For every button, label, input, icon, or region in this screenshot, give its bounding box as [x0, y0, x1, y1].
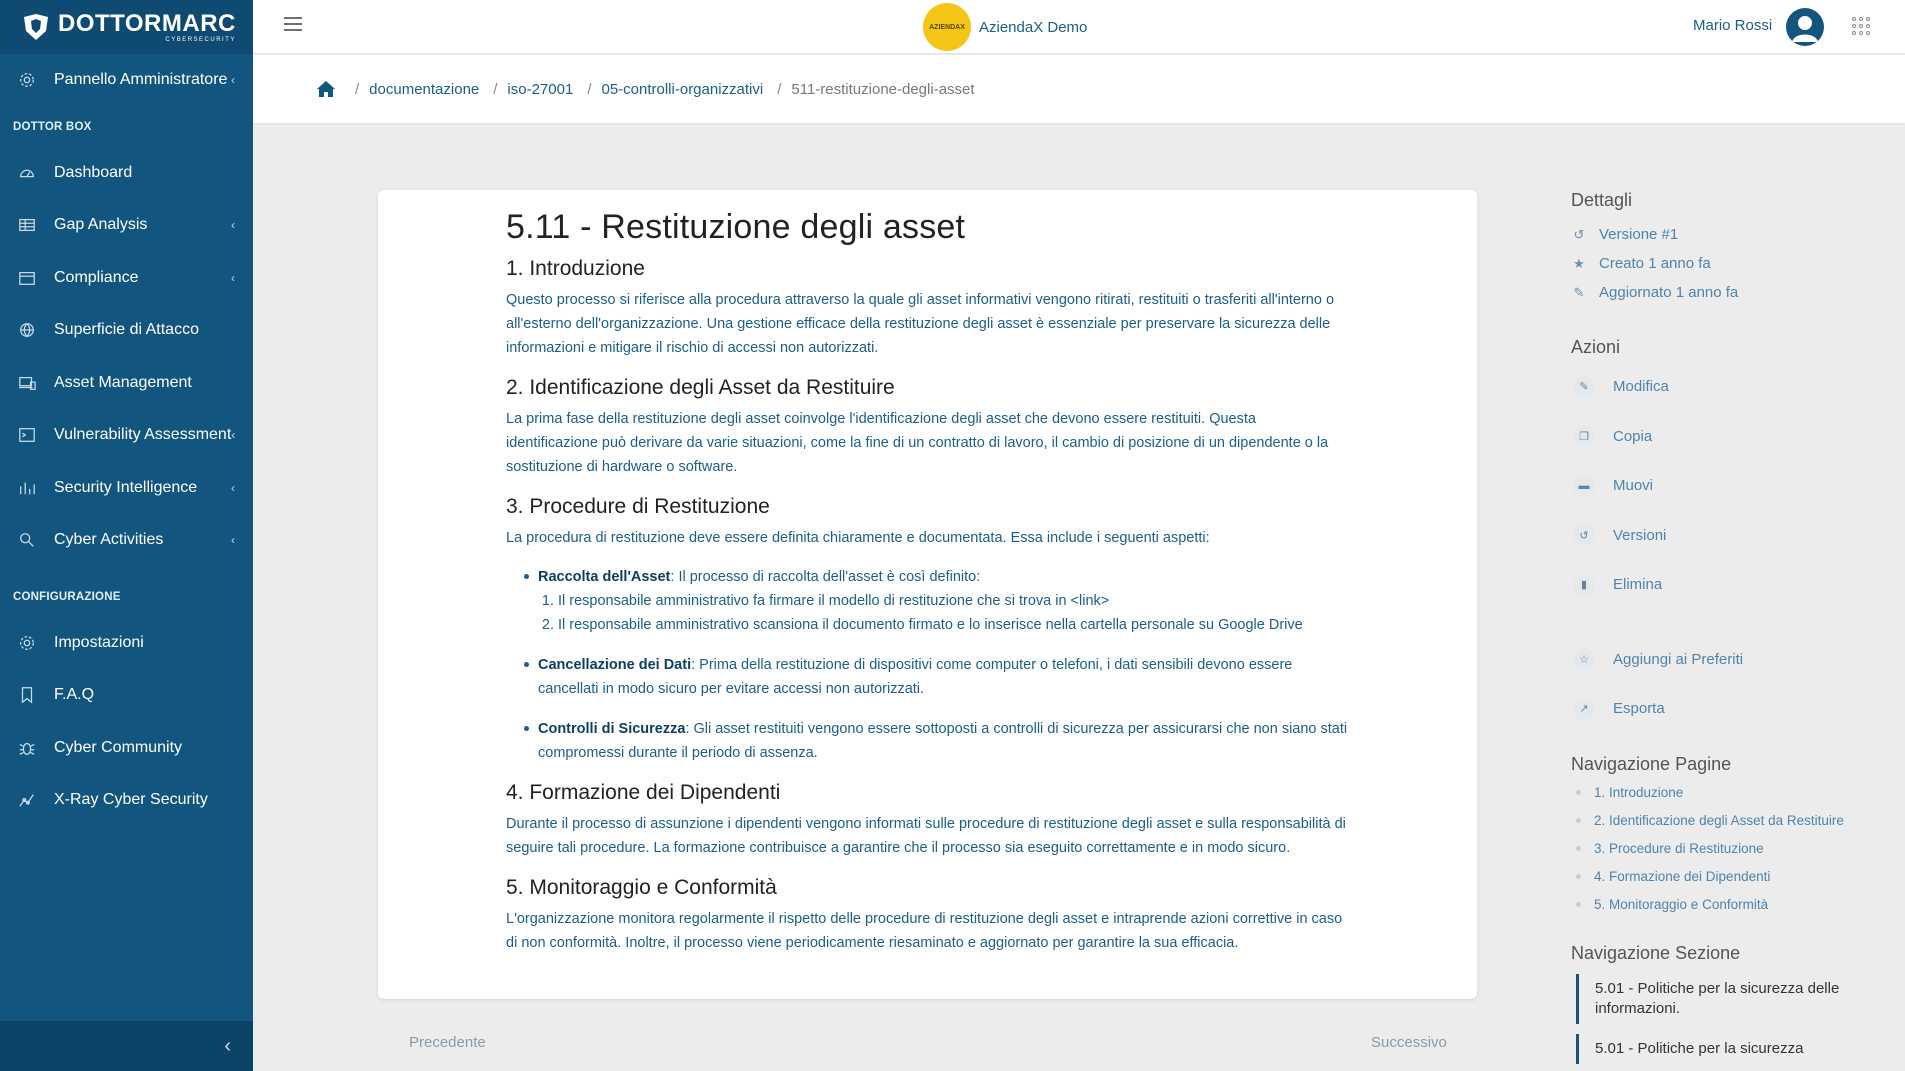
gear-icon — [17, 633, 37, 653]
chevron-left-icon: ‹ — [224, 1034, 231, 1057]
toc-item-introduzione[interactable] — [1576, 779, 1891, 807]
sidebar-item-attack-surface[interactable] — [0, 304, 253, 357]
sidebar-item-security-intelligence[interactable] — [0, 462, 253, 515]
bullet-icon — [1576, 874, 1581, 879]
section-text: La procedura di restituzione deve essere definita chiaramente e documentata. Essa include i seguenti aspetti: — [506, 530, 1210, 546]
export-button[interactable] — [1571, 684, 1891, 734]
move-button[interactable] — [1571, 461, 1891, 511]
procedure-list — [506, 565, 1349, 765]
bullet-icon — [1576, 818, 1581, 823]
history-icon: ↺ — [1573, 226, 1585, 242]
folder-icon: ▬ — [1573, 475, 1595, 497]
brand-sub: CYBERSECURITY — [165, 36, 236, 43]
list-item-text: : Prima della restituzione di dispositivi come computer o telefoni, i dati sensibili devono essere cancellati in modo sicuro per evitare accessi non autorizzati. — [538, 657, 1293, 697]
chart-line-icon — [17, 790, 37, 810]
toc-item-label: 2. Identificazione degli Asset da Restituire — [1594, 813, 1844, 828]
toc-item-label: 5. Monitoraggio e Conformità — [1594, 897, 1769, 912]
toc-item-label: 1. Introduzione — [1594, 785, 1684, 800]
sidebar-item-label: Cyber Activities — [54, 531, 164, 549]
sidebar-item-label: Asset Management — [54, 373, 192, 391]
detail-version — [1571, 220, 1891, 249]
step-item: 1. Il responsabile amministrativo fa firmare il modello di restituzione che si trova in <link> — [558, 589, 1349, 613]
steps-list — [538, 589, 1349, 637]
sidebar — [0, 0, 253, 1071]
favorite-button[interactable] — [1571, 635, 1891, 685]
topbar — [253, 0, 1905, 54]
toc-item-formazione[interactable] — [1576, 863, 1891, 891]
bullet-icon — [1576, 790, 1581, 795]
sidebar-item-label: Cyber Community — [54, 738, 183, 756]
bookmark-icon — [17, 685, 37, 705]
toc-item-label: 4. Formazione dei Dipendenti — [1594, 869, 1771, 884]
page-nav-title: Navigazione Pagine — [1571, 753, 1732, 774]
detail-created-text: Creato 1 anno fa — [1599, 255, 1711, 272]
article-card — [378, 190, 1477, 999]
sidebar-item-settings[interactable] — [0, 617, 253, 670]
breadcrumb-separator: / — [777, 80, 782, 98]
company-name: AziendaX Demo — [979, 18, 1088, 36]
breadcrumb-current: 511-restituzione-degli-asset — [791, 80, 975, 98]
delete-button[interactable] — [1571, 560, 1891, 610]
sidebar-item-vulnerability-assessment[interactable] — [0, 409, 253, 462]
sidebar-item-label: Dashboard — [54, 163, 133, 181]
list-item-text: : Gli asset restituiti vengono essere sottoposti a controlli di sicurezza per assicurarsi che non siano stati compromessi durante il periodo di assenza. — [538, 721, 1348, 761]
list-item — [538, 653, 1349, 701]
breadcrumb-separator: / — [493, 80, 498, 98]
company-logo: AZIENDAX — [923, 3, 971, 51]
sidebar-item-xray[interactable] — [0, 774, 253, 827]
table-icon — [17, 215, 37, 235]
sidebar-item-cyber-community[interactable] — [0, 722, 253, 775]
history-icon: ↺ — [1573, 524, 1595, 546]
apps-grid-icon[interactable] — [1852, 17, 1870, 35]
prev-page-link[interactable]: Precedente — [409, 1034, 486, 1051]
toc-item-monitoraggio[interactable] — [1576, 891, 1891, 919]
actions-title: Azioni — [1571, 337, 1621, 357]
dashboard-icon — [17, 163, 37, 183]
breadcrumb — [253, 55, 1905, 123]
copy-icon: ❐ — [1573, 425, 1595, 447]
list-item-label: Controlli di Sicurezza — [538, 721, 686, 737]
page-title: 5.11 - Restituzione degli asset — [506, 208, 966, 246]
move-label: Muovi — [1613, 477, 1654, 495]
section-heading: 2. Identificazione degli Asset da Restituire — [506, 376, 895, 399]
next-page-link[interactable]: Successivo — [1371, 1034, 1447, 1051]
sidebar-item-faq[interactable] — [0, 669, 253, 722]
delete-label: Elimina — [1613, 576, 1663, 594]
sidebar-item-cyber-activities[interactable] — [0, 514, 253, 567]
sidebar-item-admin[interactable] — [0, 54, 253, 107]
shield-logo-icon — [22, 13, 50, 41]
section-header-config: CONFIGURAZIONE — [13, 590, 121, 603]
chevron-left-icon: ‹ — [231, 270, 235, 285]
sidebar-collapse-button[interactable] — [0, 1021, 253, 1071]
detail-updated — [1571, 278, 1891, 307]
sidebar-item-compliance[interactable] — [0, 252, 253, 305]
user-icon — [1786, 8, 1824, 46]
star-outline-icon: ☆ — [1573, 648, 1595, 670]
sidebar-item-label: Pannello Amministratore — [54, 71, 228, 89]
list-item-label: Cancellazione dei Dati — [538, 657, 692, 673]
detail-updated-text: Aggiornato 1 anno fa — [1599, 284, 1739, 301]
section-text: Durante il processo di assunzione i dipendenti vengono informati sulle procedure di restituzione degli asset e sulla responsabilità di seguire tali procedure. La formazione contribuisce a garantire che il processo sia eseguito correttamente e in modo sicuro. — [506, 816, 1346, 856]
sidebar-item-label: X-Ray Cyber Security — [54, 791, 208, 809]
trash-icon: ▮ — [1573, 574, 1595, 596]
step-item: 2. Il responsabile amministrativo scansiona il documento firmato e lo inserisce nella cartella personale su Google Drive — [558, 613, 1349, 637]
sidebar-item-gap-analysis[interactable] — [0, 199, 253, 252]
section-nav-title: Navigazione Sezione — [1571, 942, 1741, 963]
bar-chart-icon — [17, 478, 37, 498]
user-name[interactable]: Mario Rossi — [1693, 17, 1773, 34]
breadcrumb-separator: / — [587, 80, 592, 98]
toc-item-identificazione[interactable] — [1576, 807, 1891, 835]
bug-icon — [17, 738, 37, 758]
list-item-text: : Il processo di raccolta dell'asset è così definito: — [670, 569, 981, 585]
right-panel — [1571, 190, 1891, 1071]
home-icon[interactable] — [315, 78, 337, 100]
section-text: La prima fase della restituzione degli asset coinvolge l'identificazione degli asset che devono essere restituiti. Questa identificazione può derivare da varie situazioni, come la fine di un contratto di lavoro, il cambio di posizione di un dipendente o la sostituzione di hardware o software. — [506, 411, 1329, 475]
list-item-label: Raccolta dell'Asset — [538, 569, 671, 585]
sidebar-item-label: F.A.Q — [54, 686, 95, 704]
bullet-icon — [1576, 846, 1581, 851]
bullet-icon — [1576, 902, 1581, 907]
toc-item-procedure[interactable] — [1576, 835, 1891, 863]
section-text: Questo processo si riferisce alla procedura attraverso la quale gli asset informativi vengono ritirati, restituiti o trasferiti all'interno o all'esterno dell'organizzazione. Una gestione efficace della restituzione degli asset è essenziale per preservare la sicurezza delle informazioni e mitigare il rischio di accessi non autorizzati. — [506, 292, 1335, 356]
star-icon: ★ — [1573, 255, 1585, 271]
globe-icon — [17, 320, 37, 340]
pencil-icon: ✎ — [1573, 284, 1585, 300]
section-nav-item[interactable]: 5.01 - Politiche per la sicurezza delle informazioni. — [1576, 974, 1891, 1024]
toc-item-label: 3. Procedure di Restituzione — [1594, 841, 1764, 856]
edit-button[interactable] — [1571, 362, 1891, 412]
detail-created — [1571, 249, 1891, 278]
terminal-icon — [17, 425, 37, 445]
avatar[interactable] — [1786, 8, 1824, 46]
sidebar-item-label: Superficie di Attacco — [54, 321, 199, 339]
breadcrumb-separator: / — [355, 80, 360, 98]
sidebar-item-label: Gap Analysis — [54, 216, 148, 234]
edit-label: Modifica — [1613, 378, 1669, 396]
calendar-icon — [17, 268, 37, 288]
copy-label: Copia — [1613, 427, 1653, 445]
devices-icon — [17, 373, 37, 393]
sidebar-item-asset-management[interactable] — [0, 357, 253, 410]
section-heading: 3. Procedure di Restituzione — [506, 495, 770, 518]
breadcrumb-link[interactable]: iso-27001 — [507, 80, 574, 98]
chevron-left-icon: ‹ — [231, 428, 236, 443]
list-item — [538, 717, 1349, 765]
list-item — [538, 565, 1349, 637]
versions-button[interactable] — [1571, 511, 1891, 561]
section-nav-item[interactable]: 5.01 - Politiche per la sicurezza — [1576, 1034, 1891, 1064]
chevron-left-icon: ‹ — [231, 73, 235, 88]
brand-logo[interactable] — [0, 0, 253, 54]
breadcrumb-link[interactable]: documentazione — [369, 80, 480, 98]
gear-icon — [17, 70, 37, 90]
sidebar-item-label: Security Intelligence — [54, 478, 198, 496]
chevron-left-icon: ‹ — [231, 533, 235, 548]
search-icon — [17, 530, 37, 550]
sidebar-item-dashboard[interactable] — [0, 147, 253, 200]
brand-name: DOTTORMARC — [58, 9, 236, 37]
menu-toggle-icon[interactable] — [284, 17, 302, 31]
favorite-label: Aggiungi ai Preferiti — [1613, 650, 1744, 668]
page-nav — [1576, 779, 1891, 919]
company-switcher[interactable] — [923, 3, 1087, 51]
section-heading: 4. Formazione dei Dipendenti — [506, 781, 781, 804]
sidebar-item-label: Impostazioni — [54, 633, 144, 651]
pencil-icon: ✎ — [1573, 376, 1595, 398]
export-icon: ↗ — [1573, 698, 1595, 720]
chevron-left-icon: ‹ — [231, 218, 235, 233]
export-label: Esporta — [1613, 700, 1665, 718]
details-title: Dettagli — [1571, 190, 1633, 210]
section-heading: 5. Monitoraggio e Conformità — [506, 876, 777, 899]
section-text: L'organizzazione monitora regolarmente il rispetto delle procedure di restituzione degli asset e intraprende azioni correttive in caso di non conformità. Inoltre, il processo viene periodicamente riesaminato e aggiornato per garantire la sua efficacia. — [506, 911, 1343, 951]
sidebar-item-label: Compliance — [54, 268, 139, 286]
versions-label: Versioni — [1613, 526, 1667, 544]
chevron-left-icon: ‹ — [231, 480, 235, 495]
section-header-dottorbox: DOTTOR BOX — [13, 120, 92, 133]
copy-button[interactable] — [1571, 412, 1891, 462]
sidebar-item-label: Vulnerability Assessment — [54, 426, 232, 444]
section-heading: 1. Introduzione — [506, 257, 645, 280]
breadcrumb-link[interactable]: 05-controlli-organizzativi — [601, 80, 764, 98]
detail-version-text: Versione #1 — [1599, 226, 1679, 243]
